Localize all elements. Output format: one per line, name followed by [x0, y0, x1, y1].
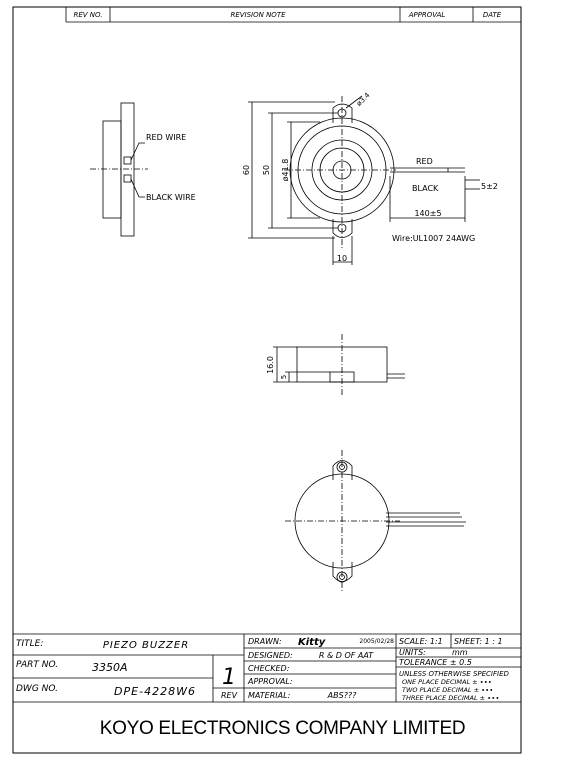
approval-label: APPROVAL: [248, 677, 293, 686]
checked-label: CHECKED: [248, 664, 290, 673]
title-label: TITLE: [16, 639, 44, 649]
part-no-value: 3350A [92, 661, 128, 674]
red-lead-label: RED [416, 157, 433, 166]
rev-no-header: REV NO. [73, 11, 103, 19]
wire-spec-label: Wire:UL1007 24AWG [392, 234, 476, 243]
width-10-label: 10 [336, 254, 348, 263]
units-value: mm [452, 648, 468, 657]
profile-view [273, 334, 405, 396]
title-value: PIEZO BUZZER [102, 640, 190, 651]
dim-50-label: 50 [262, 164, 271, 176]
back-view [285, 450, 466, 592]
approval-header: APPROVAL [408, 11, 446, 19]
dwg-no-label: DWG NO. [16, 684, 58, 694]
units-label: UNITS: [399, 648, 426, 657]
one-place-decimal: ONE PLACE DECIMAL ± ∙∙∙ [402, 678, 492, 686]
hole-dia-label: ø3.4 [355, 91, 372, 108]
drawn-date: 2005/02/28 [359, 638, 394, 645]
designed-value: R & D OF AAT [318, 651, 374, 660]
strip-length-label: 5±2 [481, 182, 498, 191]
designed-label: DESIGNED: [248, 651, 293, 660]
black-wire-label: BLACK WIRE [146, 193, 196, 202]
material-value: ABS??? [327, 691, 357, 700]
company-name: KOYO ELECTRONICS COMPANY LIMITED [99, 718, 466, 739]
rev-number: 1 [222, 665, 236, 690]
two-place-decimal: TWO PLACE DECIMAL ± ∙∙∙ [402, 686, 494, 694]
scale-label: SCALE: 1:1 [399, 637, 443, 646]
rev-label: REV [220, 691, 238, 700]
lead-length-label: 140±5 [414, 209, 442, 218]
black-lead-label: BLACK [412, 184, 439, 193]
drawn-signature: Kitty [298, 637, 326, 648]
dim-41-8-label: ø41.8 [281, 158, 290, 182]
date-header: DATE [482, 11, 502, 19]
sheet-label: SHEET: 1 : 1 [454, 637, 503, 646]
dim-5-label: 5 [280, 374, 288, 380]
part-no-label: PART NO. [16, 660, 59, 670]
revision-note-header: REVISION NOTE [230, 11, 286, 19]
unless-specified-label: UNLESS OTHERWISE SPECIFIED [399, 670, 509, 678]
tolerance-label: TOLERANCE ± 0.5 [399, 658, 472, 667]
dim-60-label: 60 [242, 164, 251, 176]
dwg-no-value: DPE-4228W6 [114, 685, 196, 698]
three-place-decimal: THREE PLACE DECIMAL ± ∙∙∙ [402, 694, 500, 702]
drawn-label: DRAWN: [248, 637, 282, 646]
material-label: MATERIAL: [248, 691, 291, 700]
revision-block [66, 7, 521, 22]
dim-16-label: 16.0 [266, 356, 275, 374]
red-wire-label: RED WIRE [146, 133, 187, 142]
side-view [90, 103, 148, 236]
